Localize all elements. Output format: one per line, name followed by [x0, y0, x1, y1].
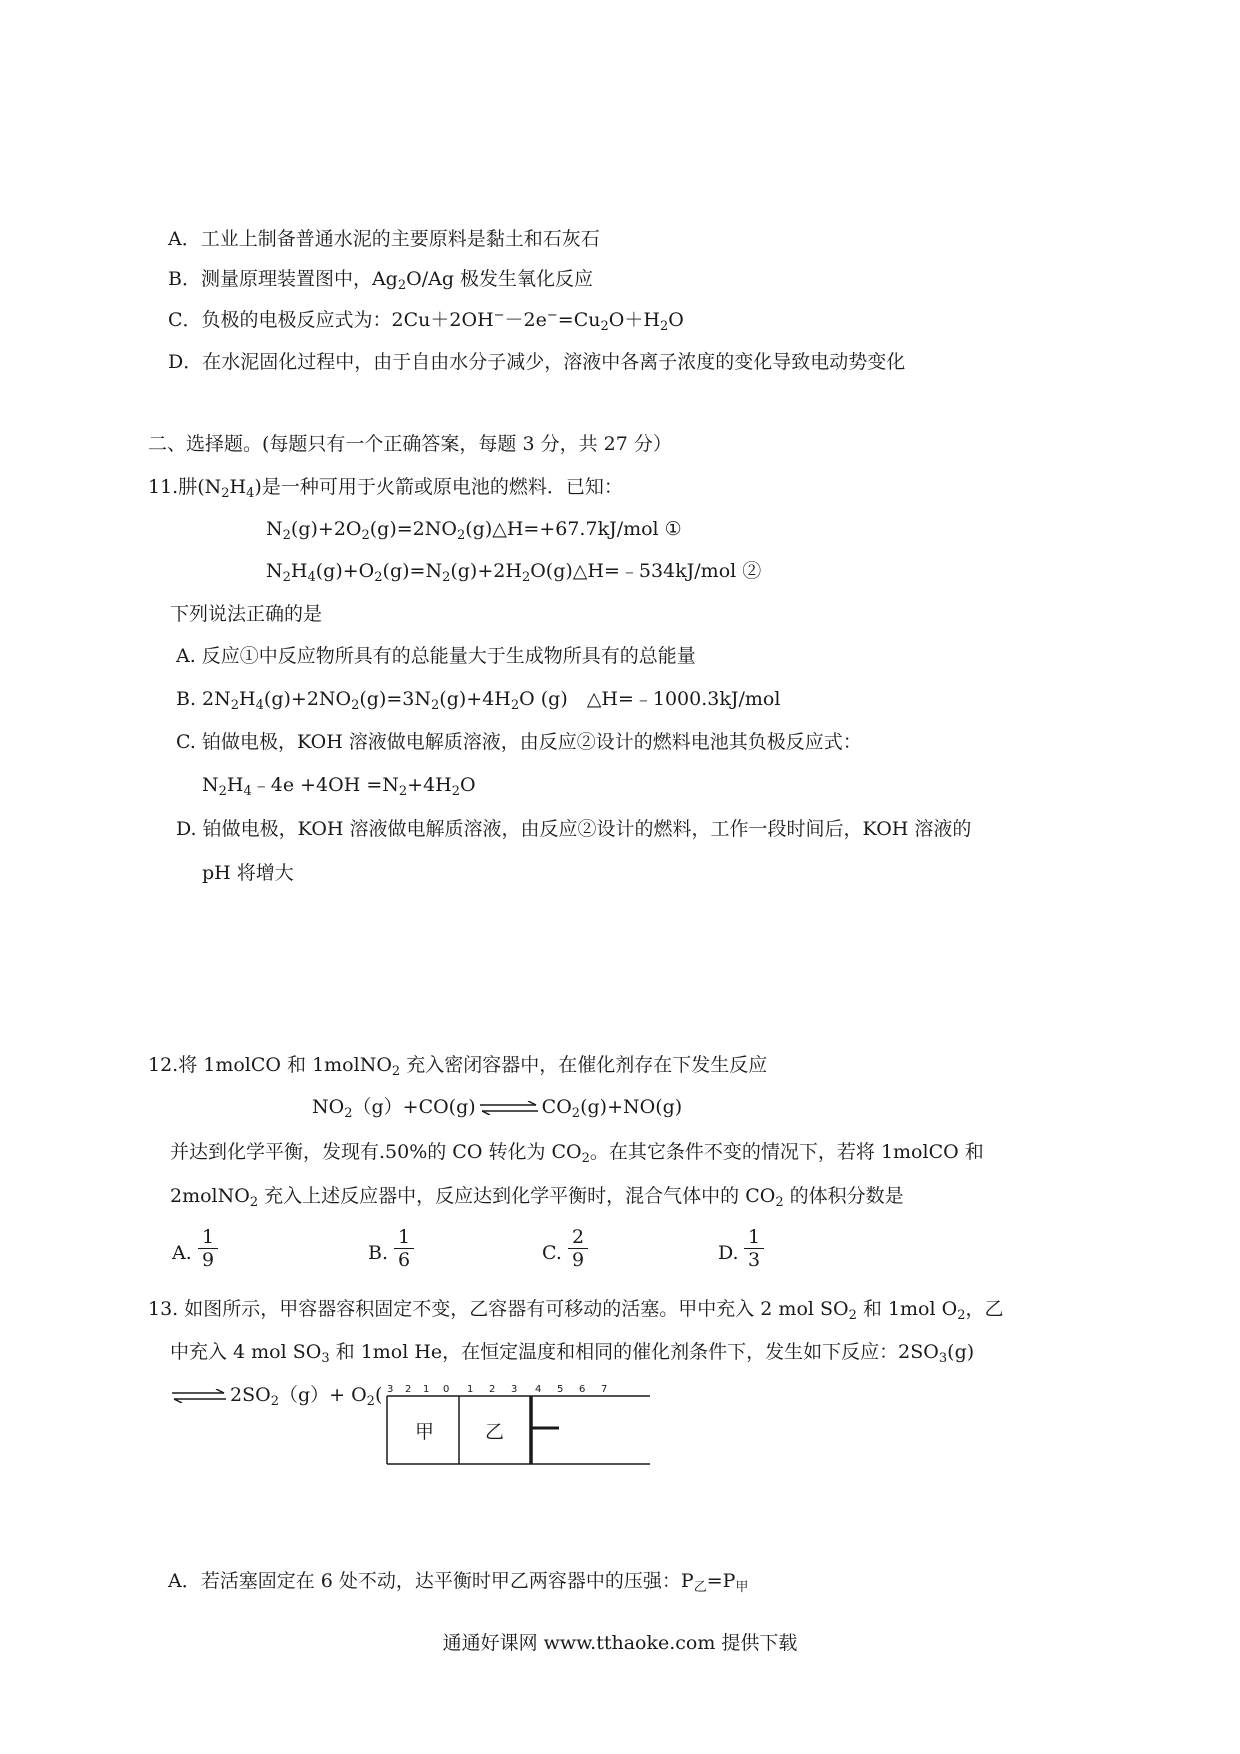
- q12-option-b-fraction: $\frac{1}{6}$: [394, 1226, 414, 1271]
- scale-label-right-6: 7: [601, 1384, 608, 1395]
- q12-line-2: 并达到化学平衡，发现有.50%的 CO 转化为 $CO_2$。在其它条件不变的情况下，若将 1molCO 和: [170, 1141, 984, 1166]
- label-yi: 乙: [485, 1421, 505, 1443]
- section-heading: 二、选择题。(每题只有一个正确答案，每题 3 分，共 27 分）: [148, 433, 672, 455]
- q13-option-a: A．若活塞固定在 6 处不动，达平衡时甲乙两容器中的压强：$P_乙=P_甲$: [168, 1570, 749, 1595]
- scale-label-right-3: 4: [535, 1384, 542, 1395]
- q12-line-3: 2molNO$_2$ 充入上述反应器中，反应达到化学平衡时，混合气体中的 $CO_2$ 的体积分数是: [170, 1185, 904, 1210]
- scale-label-left-0: 3: [387, 1384, 394, 1395]
- q11-option-a: A. 反应①中反应物所具有的总能量大于生成物所具有的总能量: [176, 645, 696, 667]
- scale-label-right-2: 3: [511, 1384, 518, 1395]
- q13-line-3: $2SO_2(g)+ O_2$(: [168, 1382, 382, 1408]
- q11-prompt: 下列说法正确的是: [170, 603, 323, 625]
- q12-option-d-label: D.: [718, 1242, 739, 1264]
- option-d-prev: D．在水泥固化过程中，由于自由水分子减少，溶液中各离子浓度的变化导致电动势变化: [168, 351, 906, 373]
- scale-label-right-1: 2: [489, 1384, 496, 1395]
- q11-option-d: D. 铂做电极，KOH 溶液做电解质溶液，由反应②设计的燃料，工作一段时间后，KOH 溶液的: [176, 818, 972, 840]
- scale-label-right-0: 1: [467, 1384, 474, 1395]
- q12-option-a-label: A.: [172, 1242, 192, 1264]
- q13-line-2: 中充入 4 mol $SO_3$ 和 1mol He，在恒定温度和相同的催化剂条件下，发生如下反应：$2SO_3(g)$: [170, 1341, 975, 1366]
- q12-option-a-fraction: $\frac{1}{9}$: [198, 1226, 218, 1271]
- q13-line-1: 13. 如图所示，甲容器容积固定不变，乙容器有可移动的活塞。甲中充入 2 mol $SO_2$ 和 1mol $O_2$，乙: [148, 1298, 1004, 1323]
- scale-label-left-3: 0: [443, 1384, 450, 1395]
- q11-option-c: C. 铂做电极，KOH 溶液做电解质溶液，由反应②设计的燃料电池其负极反应式：: [176, 731, 862, 753]
- scale-label-right-5: 6: [579, 1384, 586, 1395]
- q12-stem: 12.将 1molCO 和 1molNO$_2$ 充入密闭容器中，在催化剂存在下发生反应: [148, 1054, 768, 1079]
- q12-option-d-fraction: $\frac{1}{3}$: [744, 1226, 764, 1271]
- q12-option-c-fraction: $\frac{2}{9}$: [568, 1226, 588, 1271]
- container-diagram: [385, 1382, 655, 1467]
- scale-label-right-4: 5: [557, 1384, 564, 1395]
- q12-option-c-label: C.: [542, 1242, 562, 1264]
- q12-equation: $NO_2(g)+CO(g)$ $CO_2(g)+NO(g)$: [312, 1096, 683, 1121]
- scale-ticks: [387, 1384, 607, 1395]
- q11-option-c-equation: $N_2H_4﹣4e +4OH =N_2+4H_2O$: [202, 774, 476, 799]
- page-footer: 通通好课网 www.tthaoke.com 提供下载: [442, 1632, 798, 1654]
- scale-label-left-2: 1: [423, 1384, 430, 1395]
- equilibrium-arrow-icon: [478, 1101, 540, 1115]
- q11-option-b: B. $2N_2H_4(g)+2NO_2(g)=3N_2(g)+4H_2O$ (g) △H=﹣1000.3kJ/mol: [176, 688, 781, 713]
- scale-label-left-1: 2: [405, 1384, 412, 1395]
- q11-option-d-cont: pH 将增大: [202, 862, 294, 884]
- q12-option-b-label: B.: [368, 1242, 389, 1264]
- q11-equation-2: $N_2H_4(g)+O_2(g)=N_2(g)+2H_2O(g)\triangle H=﹣534kJ$/mol ②: [266, 560, 762, 585]
- option-a-prev: A．工业上制备普通水泥的主要原料是黏土和石灰石: [168, 228, 600, 250]
- option-b-prev: B．测量原理装置图中，$Ag_2O/Ag$ 极发生氧化反应: [168, 268, 594, 293]
- option-c-prev: C．负极的电极反应式为：$2Cu+2OH^--2e^-=Cu_2O+H_2O$: [168, 308, 684, 334]
- q11-stem: 11.肼$(N_2H_4)$是一种可用于火箭或原电池的燃料．已知：: [148, 476, 623, 501]
- equilibrium-arrow-icon: [170, 1389, 228, 1403]
- label-jia: 甲: [415, 1421, 435, 1443]
- q11-equation-1: $N_2(g)+2O_2(g)=2NO_2(g)\triangle H=+67.7kJ$/mol ①: [266, 518, 682, 543]
